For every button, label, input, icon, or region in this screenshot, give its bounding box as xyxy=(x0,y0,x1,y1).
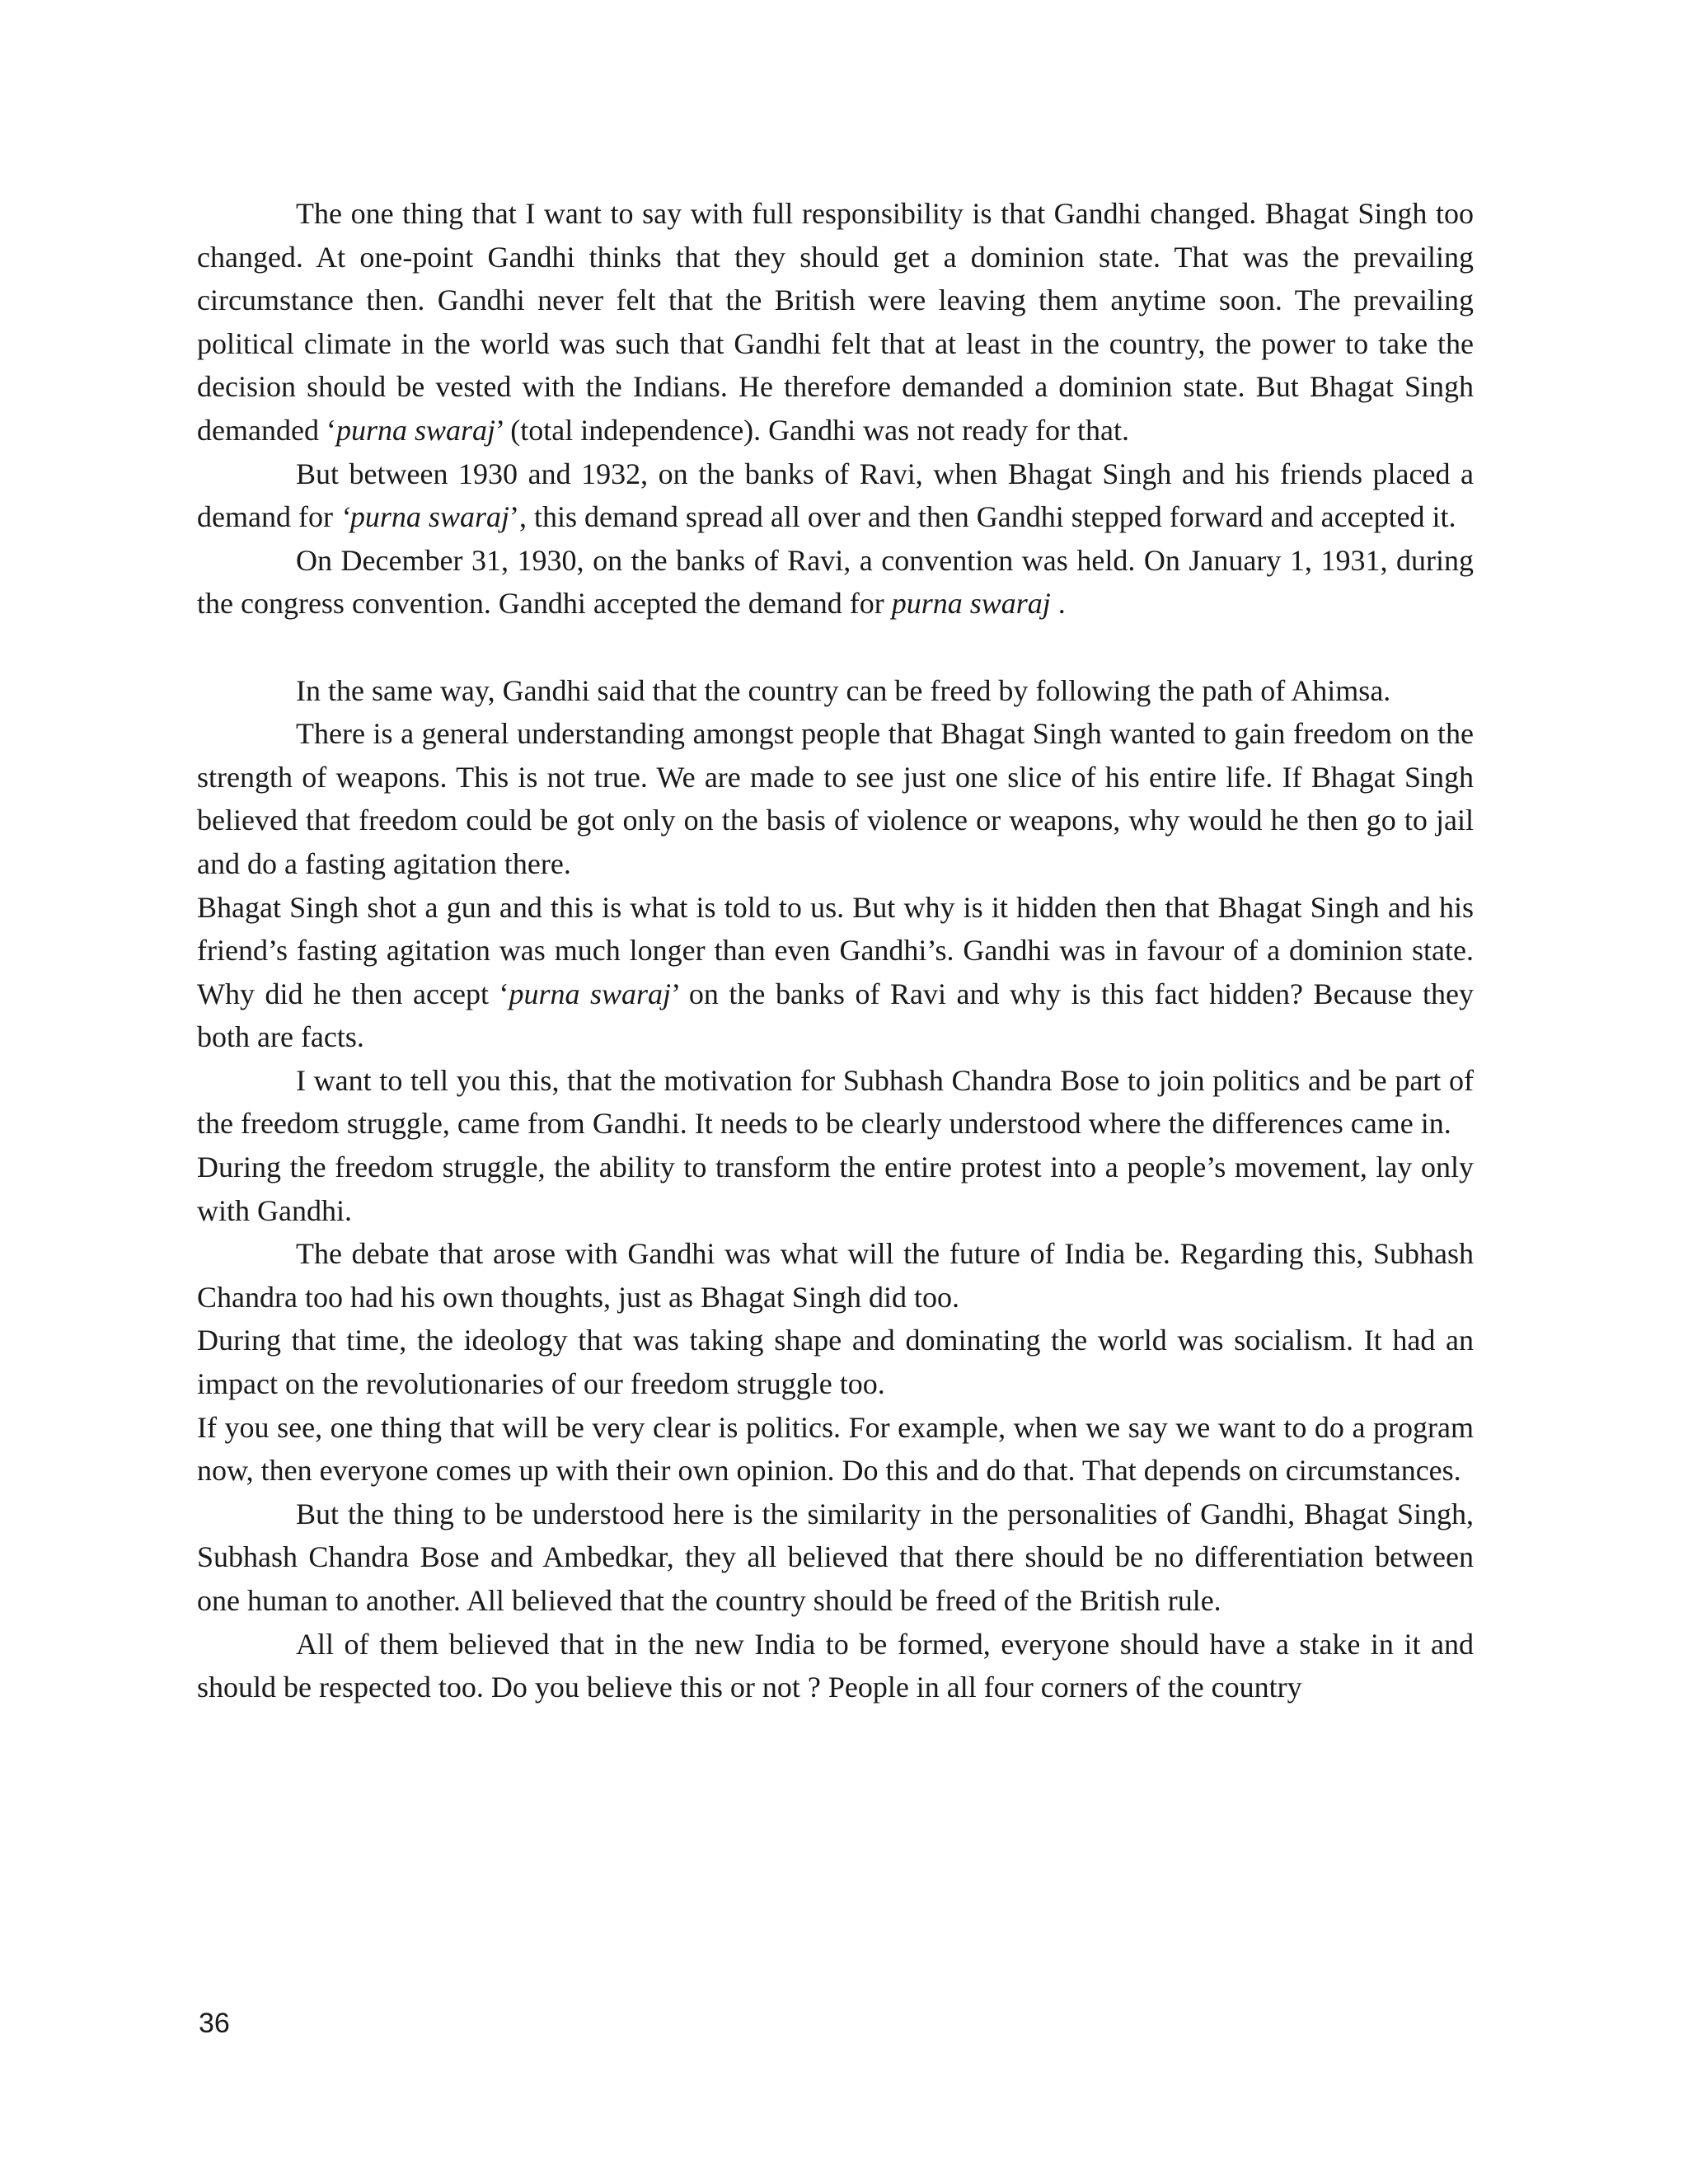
text-run: The debate that arose with Gandhi was what will the future of India be. Regarding this, Subhash Chandra too had his own thoughts, just as Bhagat Singh did too. xyxy=(197,1237,1474,1314)
text-run: ’ (total independence). Gandhi was not ready for that. xyxy=(495,413,1130,447)
paragraph xyxy=(197,1623,1474,1709)
paragraph xyxy=(197,192,1474,452)
paragraph xyxy=(197,1406,1474,1493)
text-run: . xyxy=(1050,587,1066,621)
text-run: All of them believed that in the new India to be formed, everyone should have a stake in it and should be respected too. Do you believe this or not ? People in all four corners of the country xyxy=(197,1627,1474,1704)
text-run: ’ on the banks of Ravi and why is this fact hidden? Because they both are facts. xyxy=(197,977,1475,1054)
paragraph xyxy=(197,1319,1474,1405)
text-run: I want to tell you this, that the motivation for Subhash Chandra Bose to join politics and be part of the freedom struggle, came from Gandhi. It needs to be clearly understood where the differences came in. xyxy=(197,1063,1474,1141)
paragraph xyxy=(197,539,1474,626)
text-run: But between 1930 and 1932, on the banks of Ravi, when Bhagat Singh and his friends placed a demand for xyxy=(197,457,1474,534)
paragraph xyxy=(197,669,1474,713)
italic-term: purna swaraj xyxy=(891,587,1051,621)
text-run: There is a general understanding amongst people that Bhagat Singh wanted to gain freedom on the strength of weapons. This is not true. We are made to see just one slice of his entire life. If Bhagat Singh believed that freedom could be got only on the basis of violence or weapons, why would he then go to jail and do a fasting agitation there. xyxy=(197,717,1474,880)
paragraph xyxy=(197,1493,1474,1623)
paragraph xyxy=(197,1146,1474,1232)
text-run: ’, this demand spread all over and then Gandhi stepped forward and accepted it. xyxy=(509,500,1456,534)
italic-term: purna swaraj xyxy=(335,413,495,447)
italic-term: ‘purna swaraj xyxy=(340,500,509,534)
italic-term: purna swaraj xyxy=(509,977,672,1010)
paragraph xyxy=(197,452,1474,539)
text-run: If you see, one thing that will be very clear is politics. For example, when we say we want to do a program now, then everyone comes up with their own opinion. Do this and do that. That depends on circumstances. xyxy=(197,1410,1474,1488)
text-run: During that time, the ideology that was taking shape and dominating the world was socialism. It had an impact on the revolutionaries of our freedom struggle too. xyxy=(197,1324,1474,1401)
paragraph xyxy=(197,1059,1474,1146)
page-number: 36 xyxy=(199,2008,230,2039)
text-run: On December 31, 1930, on the banks of Ravi, a convention was held. On January 1, 1931, during the congress convention. Gandhi accepted the demand for xyxy=(197,543,1474,621)
text-run: But the thing to be understood here is the similarity in the personalities of Gandhi, Bhagat Singh, Subhash Chandra Bose and Ambedkar, they all believed that there should be no differentiation between one human to another. All believed that the country should be freed of the British rule. xyxy=(197,1497,1474,1617)
text-run: Bhagat Singh shot a gun and this is what is told to us. But why is it hidden then that Bhagat Singh and his friend’s fasting agitation was much longer than even Gandhi’s. Gandhi was in favour of a dominion state. Why did he then accept ‘ xyxy=(197,890,1474,1010)
body-text xyxy=(197,192,1474,1709)
paragraph xyxy=(197,712,1474,885)
text-run: In the same way, Gandhi said that the country can be freed by following the path of Ahimsa. xyxy=(296,673,1391,707)
paragraph xyxy=(197,886,1474,1059)
text-run: The one thing that I want to say with full responsibility is that Gandhi changed. Bhagat Singh too changed. At one-point Gandhi thinks that they should get a dominion state. That was the prevailing circumstance then. Gandhi never felt that the British were leaving them anytime soon. The prevailing political climate in the world was such that Gandhi felt that at least in the country, the power to take the decision should be vested with the Indians. He therefore demanded a dominion state. But Bhagat Singh demanded ‘ xyxy=(197,197,1474,447)
text-run: During the freedom struggle, the ability to transform the entire protest into a people’s movement, lay only with Gandhi. xyxy=(197,1151,1474,1227)
paragraph xyxy=(197,1232,1474,1319)
